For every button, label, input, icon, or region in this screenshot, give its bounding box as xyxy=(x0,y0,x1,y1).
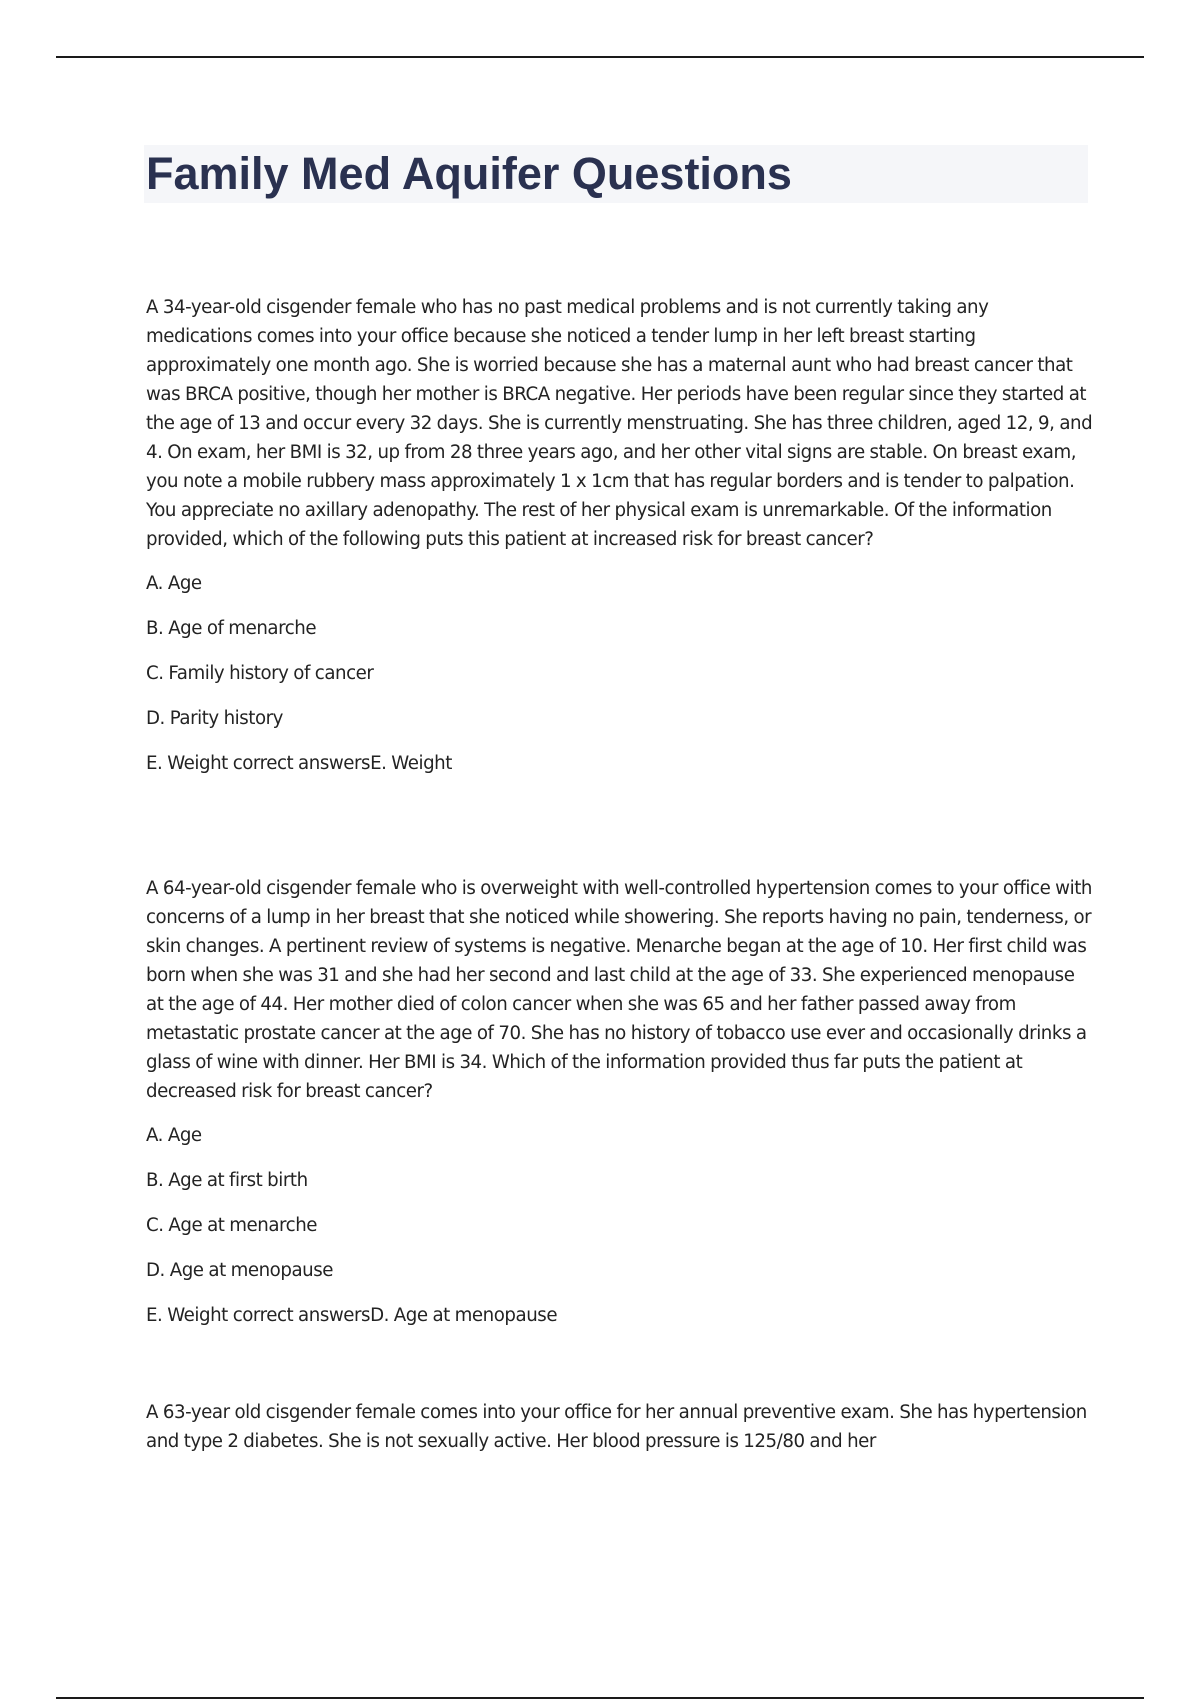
answer-option: D. Age at menopause xyxy=(146,1260,333,1281)
answer-option: B. Age of menarche xyxy=(146,618,317,639)
answer-option-with-correct-answer: E. Weight correct answersD. Age at menopause xyxy=(146,1305,558,1326)
header-rule xyxy=(56,56,1144,58)
answer-option: A. Age xyxy=(146,573,202,594)
question-stem: A 64-year-old cisgender female who is overweight with well-controlled hypertension comes to your office with concerns of a lump in her breast that she noticed while showering. She reports having no pain, tenderness, or skin changes. A pertinent review of systems is negative. Menarche began at the age of 10. Her first child was born when she was 31 and she had her second and last child at the age of 33. She experienced menopause at the age of 44. Her mother died of colon cancer when she was 65 and her father passed away from metastatic prostate cancer at the age of 70. She has no history of tobacco use ever and occasionally drinks a glass of wine with dinner. Her BMI is 34. Which of the information provided thus far puts the patient at decreased risk for breast cancer? xyxy=(146,878,1092,1102)
question-block-2 xyxy=(146,874,1094,1347)
answer-option-with-correct-answer: E. Weight correct answersE. Weight xyxy=(146,753,452,774)
answer-option: D. Parity history xyxy=(146,708,283,729)
answer-option: C. Age at menarche xyxy=(146,1215,318,1236)
answer-option: B. Age at first birth xyxy=(146,1170,308,1191)
question-block-3 xyxy=(146,1398,1094,1456)
answer-option: C. Family history of cancer xyxy=(146,663,374,684)
question-block-1 xyxy=(146,293,1094,795)
page-title: Family Med Aquifer Questions xyxy=(146,148,792,199)
answer-options xyxy=(146,1122,1094,1330)
answer-options xyxy=(146,570,1094,778)
question-stem: A 34-year-old cisgender female who has no past medical problems and is not currently taking any medications comes into your office because she noticed a tender lump in her left breast starting approximately one month ago. She is worried because she has a maternal aunt who had breast cancer that was BRCA positive, though her mother is BRCA negative. Her periods have been regular since they started at the age of 13 and occur every 32 days. She is currently menstruating. She has three children, aged 12, 9, and 4. On exam, her BMI is 32, up from 28 three years ago, and her other vital signs are stable. On breast exam, you note a mobile rubbery mass approximately 1 x 1cm that has regular borders and is tender to palpation. You appreciate no axillary adenopathy. The rest of her physical exam is unremarkable. Of the information provided, which of the following puts this patient at increased risk for breast cancer? xyxy=(146,297,1093,550)
footer-rule xyxy=(56,1697,1144,1699)
question-stem: A 63-year old cisgender female comes into your office for her annual preventive exam. She has hypertension and type 2 diabetes. She is not sexually active. Her blood pressure is 125/80 and her xyxy=(146,1402,1087,1452)
answer-option: A. Age xyxy=(146,1125,202,1146)
